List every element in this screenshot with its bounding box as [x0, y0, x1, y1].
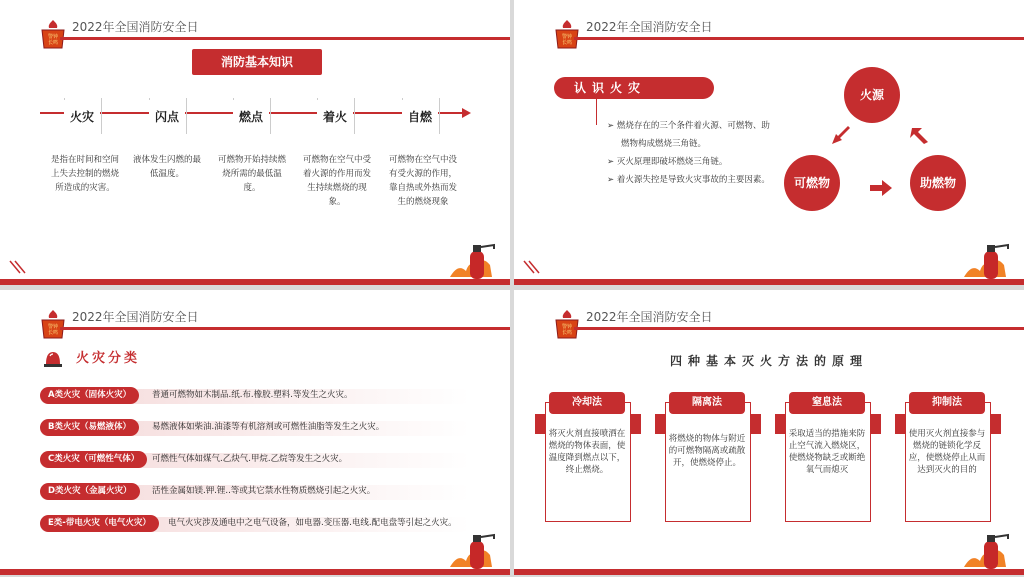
- term-zhaohuo: 着火: [317, 100, 353, 134]
- term-desc: 可燃物在空气中没有受火源的作用，靠自热或外热而发生的燃烧现象: [388, 155, 457, 207]
- footer-bar: [514, 279, 1024, 285]
- connector-line: [596, 99, 597, 125]
- method-desc: 使用灭火剂直接参与燃烧的链锁化学反应，使燃烧停止从而达到灭火的目的: [908, 429, 986, 475]
- section-title: 四种基本灭火方法的原理: [669, 354, 868, 368]
- class-tag[interactable]: D类火灾（金属火灾）: [40, 483, 140, 500]
- arrow-down-left-icon: [830, 124, 852, 146]
- class-text: 普通可燃物如木制品.纸.布.橡胶.塑料.等发生之火灾。: [152, 390, 353, 400]
- arrow-up-left-icon: [908, 124, 930, 146]
- card-wing: [990, 414, 1001, 434]
- fire-alarm-logo-icon: [552, 18, 582, 50]
- class-text: 易燃液体如柴油.油漆等有机溶剂或可燃性油脂等发生之火灾。: [152, 422, 385, 432]
- class-tag[interactable]: B类火灾（易燃液体）: [40, 419, 139, 436]
- list-item: ➢ 燃烧存在的三个条件着火源、可燃物、助燃物构成燃烧三角链。: [607, 121, 770, 149]
- method-tab-inhibition[interactable]: 抑制法: [909, 392, 985, 414]
- circle-oxidizer: 助燃物: [910, 155, 966, 211]
- alarm-light-icon: [42, 348, 64, 368]
- header-divider: [574, 327, 1024, 330]
- fire-alarm-logo-icon: [552, 308, 582, 340]
- svg-text:警钟: 警钟: [47, 324, 59, 330]
- class-tag[interactable]: E类-带电火灾（电气火灾）: [40, 515, 159, 532]
- header-divider: [60, 327, 510, 330]
- svg-text:警钟: 警钟: [561, 324, 573, 330]
- slide-basic-knowledge[interactable]: [0, 0, 510, 285]
- svg-text:长鸣: 长鸣: [47, 330, 59, 336]
- method-desc: 将灭火剂直接喷洒在燃烧的物体表面，使温度降到燃点以下，终止燃烧。: [548, 429, 626, 475]
- footer-slash-icon: [522, 259, 540, 275]
- header-title: 2022年全国消防安全日: [72, 310, 199, 324]
- fire-extinguisher-icon: [448, 241, 506, 281]
- bullet-list: [607, 117, 777, 189]
- footer-bar: [0, 569, 510, 575]
- section-title: 火灾分类: [76, 351, 141, 366]
- term-desc: 液体发生闪燃的最低温度。: [132, 155, 201, 179]
- fire-extinguisher-icon: [448, 531, 506, 571]
- list-item: ➢ 着火源失控是导致火灾事故的主要因素。: [607, 175, 770, 185]
- circle-combustible: 可燃物: [784, 155, 840, 211]
- svg-text:警钟: 警钟: [561, 34, 573, 40]
- svg-text:长鸣: 长鸣: [561, 40, 573, 46]
- header-divider: [60, 37, 510, 40]
- class-text: 活性金属如镁.钾.锂..等或其它禁水性物质燃烧引起之火灾。: [152, 486, 376, 496]
- term-randian: 燃点: [233, 100, 269, 134]
- method-tab-isolation[interactable]: 隔离法: [669, 392, 745, 414]
- card-wing: [750, 414, 761, 434]
- term-desc: 是指在时间和空间上失去控制的燃烧所造成的灾害。: [50, 155, 119, 193]
- svg-text:警钟: 警钟: [47, 34, 59, 40]
- slide-fire-classification[interactable]: [0, 290, 510, 575]
- class-tag[interactable]: A类火灾（固体火灾）: [40, 387, 139, 404]
- arrow-right-icon: [870, 180, 892, 196]
- term-desc: 可燃物开始持续燃烧所需的最低温度。: [217, 155, 286, 193]
- timeline-arrowhead-icon: [462, 108, 471, 118]
- circle-fire-source: 火源: [844, 67, 900, 123]
- method-desc: 采取适当的措施来防止空气流入燃烧区，使燃烧物缺乏或断绝氧气而熄灭: [788, 429, 866, 475]
- term-ziran: 自燃: [402, 100, 438, 134]
- header-title: 2022年全国消防安全日: [586, 20, 713, 34]
- method-tab-suffocation[interactable]: 窒息法: [789, 392, 865, 414]
- term-desc: 可燃物在空气中受着火源的作用而发生持续燃烧的现象。: [302, 155, 371, 207]
- footer-bar: [514, 569, 1024, 575]
- section-title-button[interactable]: 消防基本知识: [192, 49, 322, 75]
- term-shandian: 闪点: [149, 100, 185, 134]
- fire-extinguisher-icon: [962, 531, 1020, 571]
- footer-slash-icon: [8, 259, 26, 275]
- card-wing: [870, 414, 881, 434]
- fire-alarm-logo-icon: [38, 308, 68, 340]
- fire-extinguisher-icon: [962, 241, 1020, 281]
- header-title: 2022年全国消防安全日: [72, 20, 199, 34]
- fire-alarm-logo-icon: [38, 18, 68, 50]
- svg-text:长鸣: 长鸣: [561, 330, 573, 336]
- header-divider: [574, 37, 1024, 40]
- term-huozai: 火灾: [64, 100, 100, 134]
- class-text: 电气火灾涉及通电中之电气设备，如电器.变压器.电线.配电盘等引起之火灾。: [168, 518, 457, 528]
- method-tab-cooling[interactable]: 冷却法: [549, 392, 625, 414]
- class-tag[interactable]: C类火灾（可燃性气体）: [40, 451, 147, 468]
- list-item: ➢ 灭火原理即破坏燃烧三角链。: [607, 157, 728, 167]
- class-text: 可燃性气体如煤气.乙炔气.甲烷.乙烷等发生之火灾。: [152, 454, 348, 464]
- method-desc: 将燃烧的物体与附近的可燃物隔离或疏散开，使燃烧停止。: [668, 434, 746, 468]
- section-title-pill[interactable]: 认识火灾: [554, 77, 714, 99]
- svg-text:长鸣: 长鸣: [47, 40, 59, 46]
- card-wing: [630, 414, 641, 434]
- slide-know-fire[interactable]: [514, 0, 1024, 285]
- footer-bar: [0, 279, 510, 285]
- slide-extinguishing-methods[interactable]: [514, 290, 1024, 575]
- header-title: 2022年全国消防安全日: [586, 310, 713, 324]
